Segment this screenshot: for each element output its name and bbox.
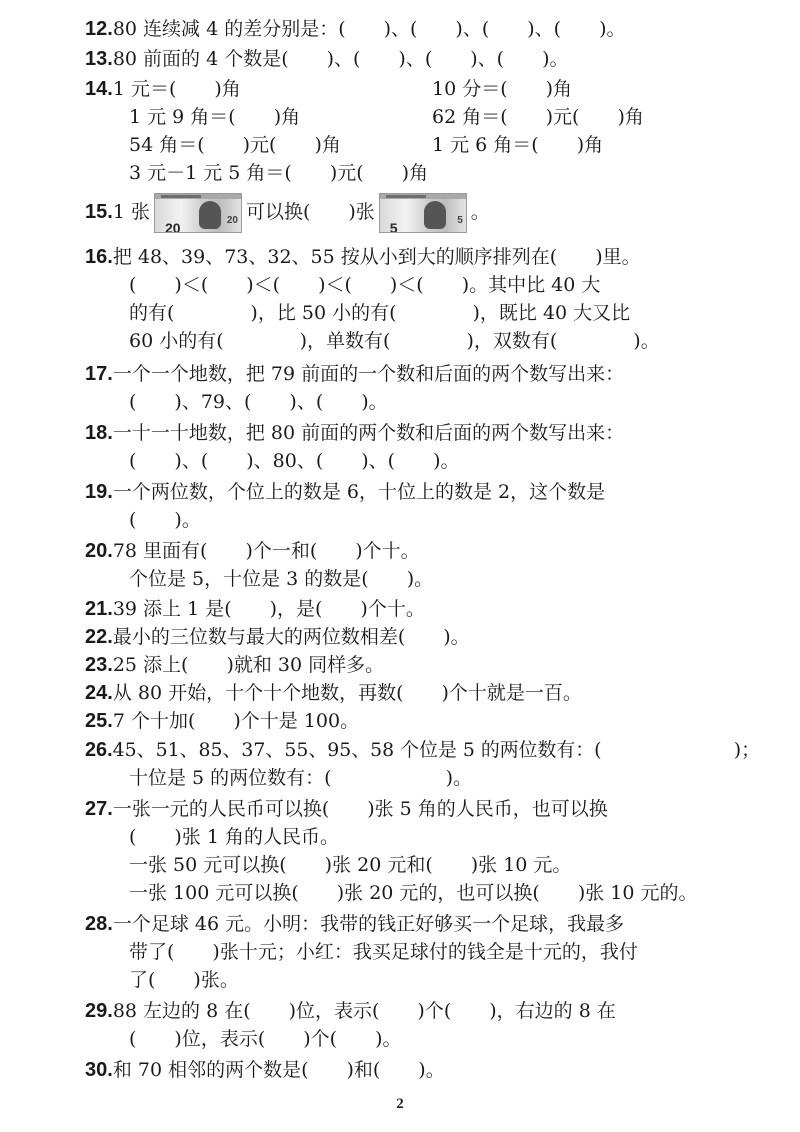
question-text: 一十一十地数，把 80 前面的两个数和后面的两个数写出来： <box>112 422 625 444</box>
question-13 <box>85 45 569 73</box>
question-number: 18. <box>85 422 113 444</box>
question-text: 39 添上 1 是( )，是( )个十。 <box>112 598 425 620</box>
question-27-line4: 一张 100 元可以换( )张 20 元的，也可以换( )张 10 元的。 <box>129 882 698 904</box>
question-16-line4: 60 小的有( )，单数有( )，双数有( )。 <box>129 330 660 352</box>
question-26 <box>85 736 760 764</box>
question-14-row3-left: 54 角＝( )元( )角 <box>129 134 341 156</box>
question-28-line3: 了( )张。 <box>129 969 239 991</box>
question-12 <box>85 15 626 43</box>
question-17-line2: ( )、79、( )、( )。 <box>129 391 388 413</box>
question-text: 1 元＝( )角 <box>112 78 241 100</box>
question-15 <box>85 190 490 234</box>
question-text: 88 左边的 8 在( )位，表示( )个( )，右边的 8 在 <box>112 1000 616 1022</box>
question-number: 30. <box>85 1059 113 1081</box>
question-text: 和 70 相邻的两个数是( )和( )。 <box>112 1059 445 1081</box>
question-16-line2: ( )＜( )＜( )＜( )＜( )。其中比 40 大 <box>129 274 601 296</box>
question-16-line3: 的有( )，比 50 小的有( )，既比 40 大又比 <box>129 302 631 324</box>
question-number: 23. <box>85 654 113 676</box>
question-number: 19. <box>85 481 113 503</box>
question-14-row3-right: 1 元 6 角＝( )角 <box>432 134 604 156</box>
question-number: 16. <box>85 246 113 268</box>
banknote-5-yuan-icon: 5 5 <box>379 193 467 233</box>
question-number: 24. <box>85 682 113 704</box>
question-20-line2: 个位是 5，十位是 3 的数是( )。 <box>129 568 434 590</box>
question-number: 25. <box>85 710 113 732</box>
question-text: 一张一元的人民币可以换( )张 5 角的人民币，也可以换 <box>112 798 608 820</box>
question-24 <box>85 679 582 707</box>
question-mid: 可以换( )张 <box>245 201 375 223</box>
question-text: 80 前面的 4 个数是( )、( )、( )、( )。 <box>112 48 569 70</box>
question-number: 17. <box>85 363 113 385</box>
question-22 <box>85 623 470 651</box>
question-18 <box>85 419 624 447</box>
question-number: 15. <box>85 201 113 223</box>
question-20 <box>85 537 420 565</box>
question-18-line2: ( )、( )、80、( )、( )。 <box>129 450 460 472</box>
banknote-20-yuan-icon: 20 20 <box>154 193 242 233</box>
question-number: 28. <box>85 913 113 935</box>
question-number: 14. <box>85 78 113 100</box>
page-number: 2 <box>396 1096 404 1112</box>
question-text: 25 添上( )就和 30 同样多。 <box>112 654 385 676</box>
question-number: 26. <box>85 739 113 761</box>
question-14 <box>85 75 241 103</box>
question-number: 21. <box>85 598 113 620</box>
question-number: 12. <box>85 18 113 40</box>
question-text: 把 48、39、73、32、55 按从小到大的顺序排列在( )里。 <box>112 246 641 268</box>
question-16 <box>85 243 641 271</box>
question-text: 7 个十加( )个十是 100。 <box>112 710 360 732</box>
question-14-row4: 3 元－1 元 5 角＝( )元( )角 <box>129 162 429 184</box>
question-text: 一个两位数，个位上的数是 6，十位上的数是 2，这个数是 <box>112 481 606 503</box>
question-number: 29. <box>85 1000 113 1022</box>
question-27 <box>85 795 608 823</box>
question-26-line2: 十位是 5 的两位数有：( )。 <box>129 767 472 789</box>
question-text: 一个一个地数，把 79 前面的一个数和后面的两个数写出来： <box>112 363 625 385</box>
question-text: 80 连续减 4 的差分别是：( )、( )、( )、( )。 <box>112 18 626 40</box>
question-end: 。 <box>470 201 490 223</box>
question-29 <box>85 997 616 1025</box>
question-27-line2: ( )张 1 角的人民币。 <box>129 826 339 848</box>
question-number: 13. <box>85 48 113 70</box>
question-28-line2: 带了( )张十元；小红：我买足球付的钱全是十元的，我付 <box>129 941 638 963</box>
question-text: 78 里面有( )个一和( )个十。 <box>112 540 420 562</box>
question-25 <box>85 707 359 735</box>
question-text: 从 80 开始，十个十个地数，再数( )个十就是一百。 <box>112 682 582 704</box>
question-27-line3: 一张 50 元可以换( )张 20 元和( )张 10 元。 <box>129 854 572 876</box>
question-number: 27. <box>85 798 113 820</box>
question-14-row2-right: 62 角＝( )元( )角 <box>432 106 644 128</box>
question-23 <box>85 651 384 679</box>
question-text: 45、51、85、37、55、95、58 个位是 5 的两位数有：( )； <box>112 739 761 761</box>
question-17 <box>85 360 624 388</box>
question-28 <box>85 910 624 938</box>
question-19-line2: ( )。 <box>129 509 201 531</box>
question-text: 一个足球 46 元。小明：我带的钱正好够买一个足球，我最多 <box>112 913 625 935</box>
question-21 <box>85 595 425 623</box>
question-14-row1-right: 10 分＝( )角 <box>432 78 573 100</box>
question-text: 最小的三位数与最大的两位数相差( )。 <box>112 626 470 648</box>
question-19 <box>85 478 605 506</box>
question-number: 22. <box>85 626 113 648</box>
question-14-row2-left: 1 元 9 角＝( )角 <box>129 106 301 128</box>
question-number: 20. <box>85 540 113 562</box>
question-lead: 1 张 <box>112 201 150 223</box>
question-29-line2: ( )位，表示( )个( )。 <box>129 1028 402 1050</box>
question-30 <box>85 1056 445 1084</box>
